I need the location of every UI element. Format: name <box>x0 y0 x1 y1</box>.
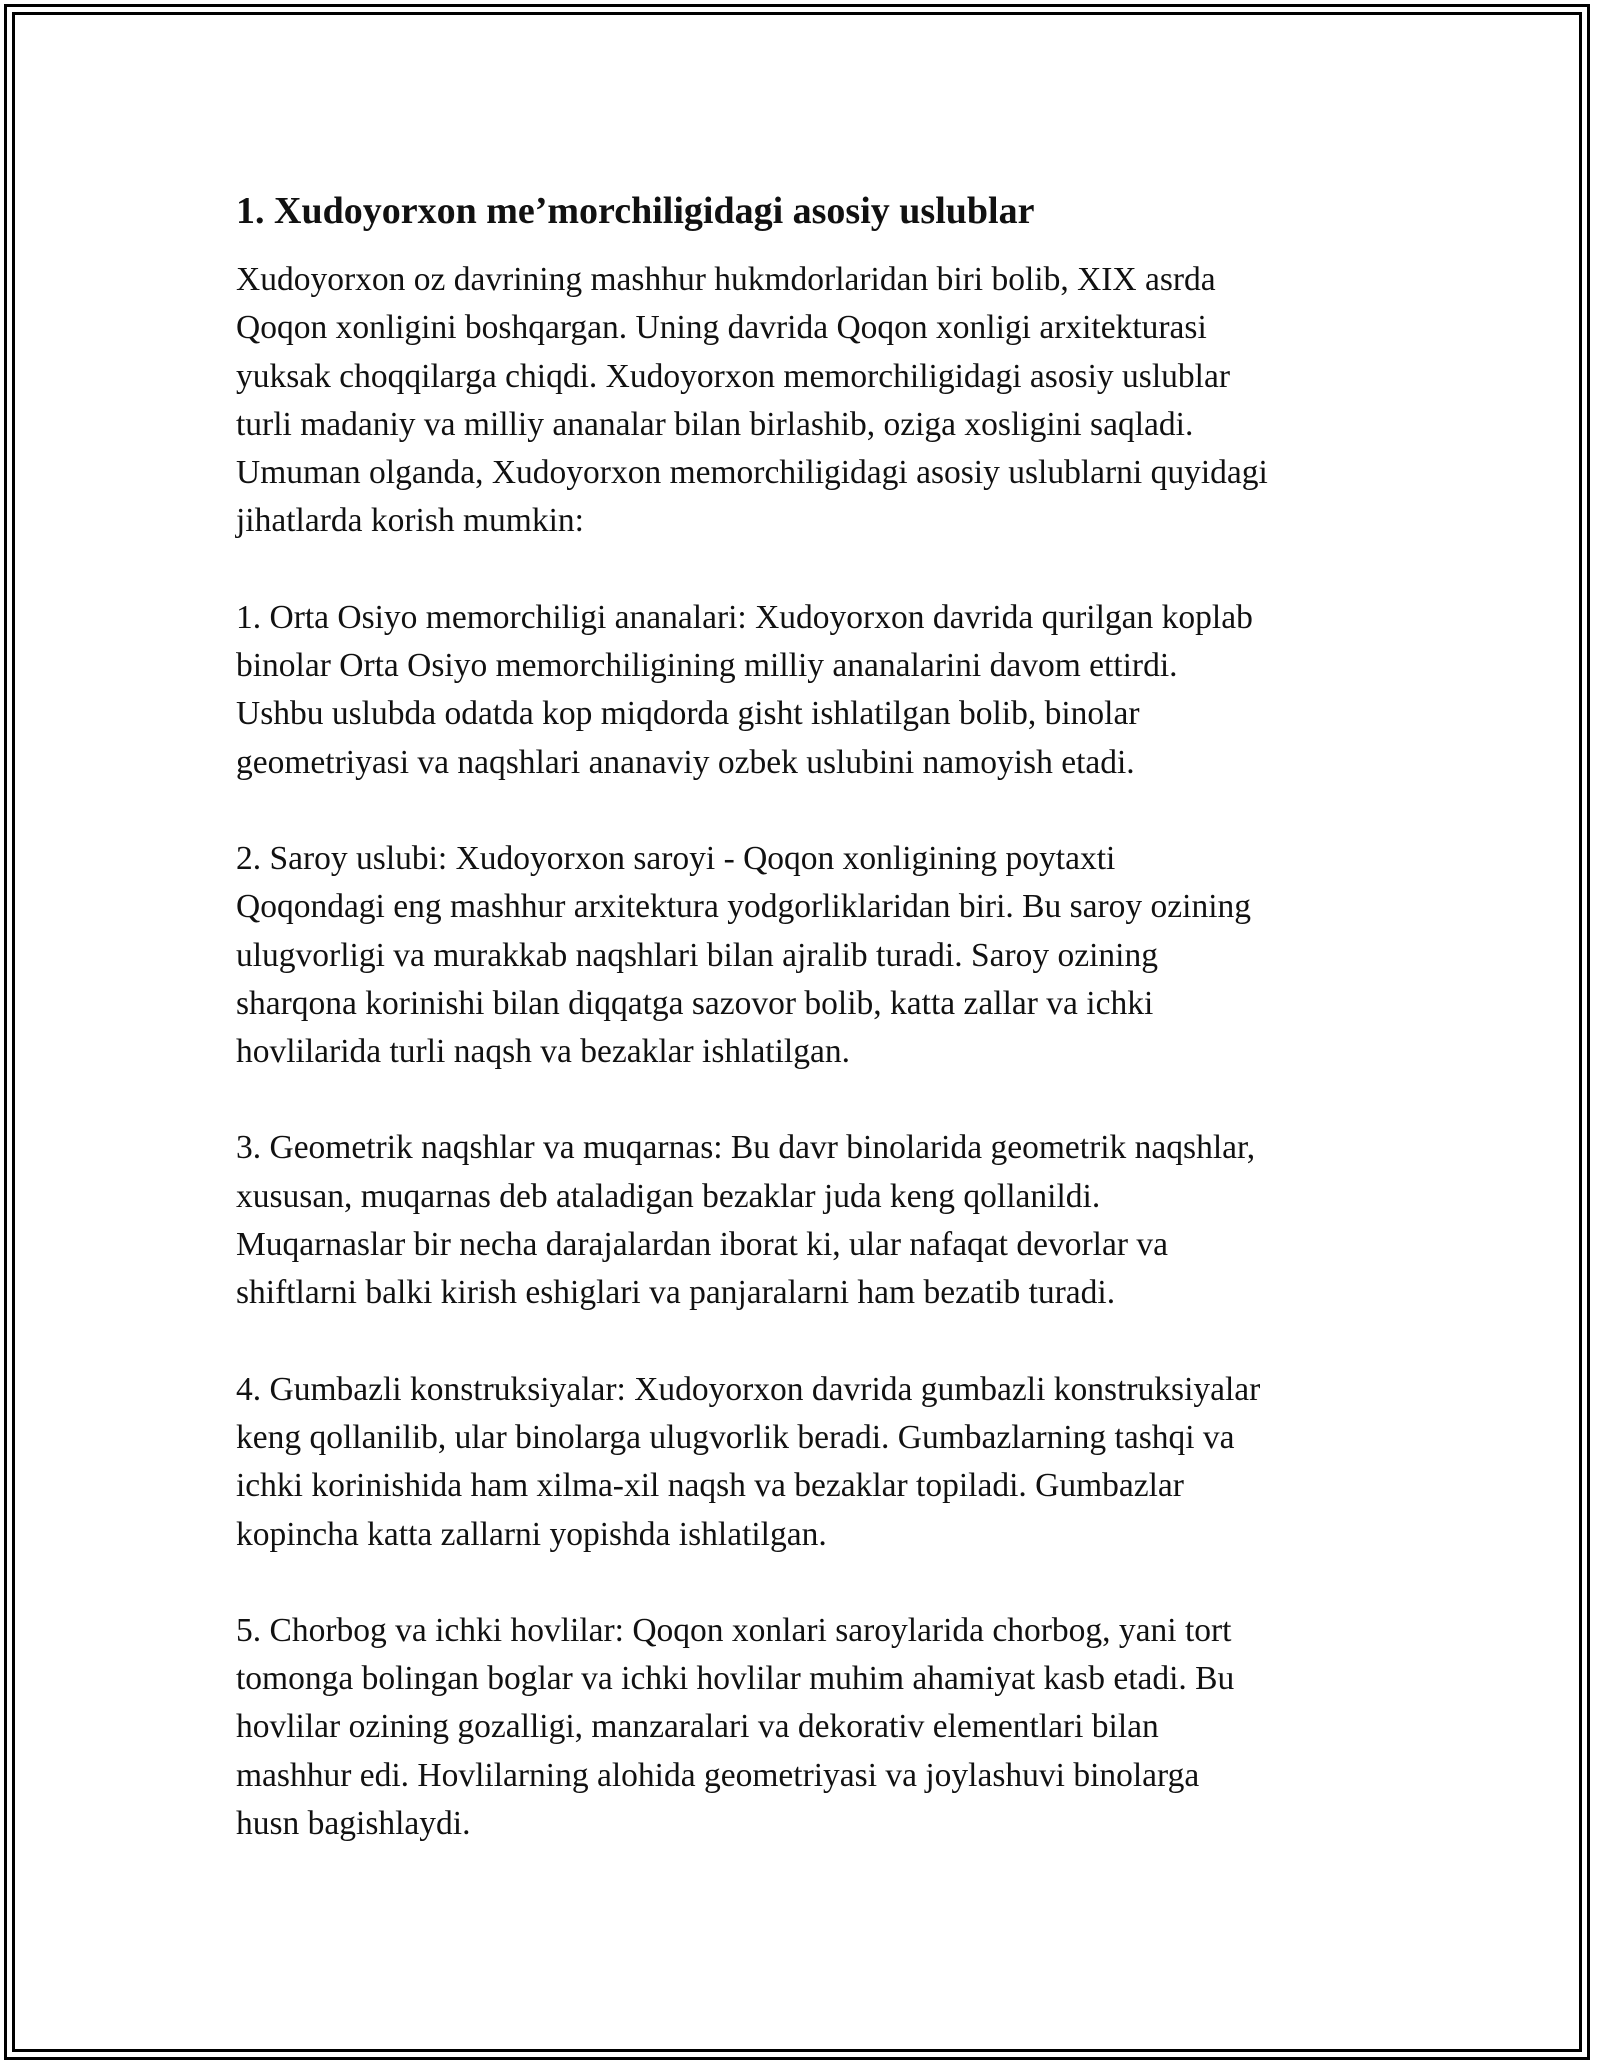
paragraph-line: 4. Gumbazli konstruksiyalar: Xudoyorxon davrida gumbazli konstruksiyalar <box>236 1370 1261 1408</box>
document-body <box>236 186 1376 1896</box>
paragraph-line: xususan, muqarnas deb ataladigan bezaklar juda keng qollanildi. <box>236 1177 1101 1215</box>
list-item-1-paragraph <box>236 594 1376 787</box>
paragraph-line: Xudoyorxon oz davrining mashhur hukmdorlaridan biri bolib, XIX asrda <box>236 261 1216 298</box>
list-item-4-paragraph <box>236 1366 1376 1559</box>
list-item-3-paragraph <box>236 1124 1376 1317</box>
paragraph-line: keng qollanilib, ular binolarga ulugvorlik beradi. Gumbazlarning tashqi va <box>236 1418 1235 1456</box>
paragraph-line: 5. Chorbog va ichki hovlilar: Qoqon xonlari saroylarida chorbog, yani tort <box>236 1611 1232 1649</box>
paragraph-line: Umuman olganda, Xudoyorxon memorchiligidagi asosiy uslublarni quyidagi <box>236 454 1268 492</box>
paragraph-line: ulugvorligi va murakkab naqshlari bilan ajralib turadi. Saroy ozining <box>236 936 1158 974</box>
paragraph-line: yuksak choqqilarga chiqdi. Xudoyorxon memorchiligidagi asosiy uslublar <box>236 357 1230 395</box>
paragraph-line: Qoqondagi eng mashhur arxitektura yodgorliklaridan biri. Bu saroy ozining <box>236 888 1252 926</box>
paragraph-line: hovlilar ozining gozalligi, manzaralari va dekorativ elementlari bilan <box>236 1708 1159 1746</box>
intro-paragraph <box>236 256 1376 546</box>
paragraph-line: ichki korinishida ham xilma-xil naqsh va bezaklar topiladi. Gumbazlar <box>236 1467 1184 1505</box>
paragraph-line: Ushbu uslubda odatda kop miqdorda gisht ishlatilgan bolib, binolar <box>236 695 1140 733</box>
paragraph-line: tomonga bolingan boglar va ichki hovlilar muhim ahamiyat kasb etadi. Bu <box>236 1660 1235 1698</box>
paragraph-line: shiftlarni balki kirish eshiglari va panjaralarni ham bezatib turadi. <box>236 1274 1116 1312</box>
paragraph-line: turli madaniy va milliy ananalar bilan birlashib, oziga xosligini saqladi. <box>236 405 1194 443</box>
paragraph-line: 3. Geometrik naqshlar va muqarnas: Bu davr binolarida geometrik naqshlar, <box>236 1129 1256 1167</box>
paragraph-line: 2. Saroy uslubi: Xudoyorxon saroyi - Qoqon xonligining poytaxti <box>236 839 1116 877</box>
paragraph-line: mashhur edi. Hovlilarning alohida geometriyasi va joylashuvi binolarga <box>236 1756 1200 1794</box>
list-item-5-paragraph <box>236 1607 1376 1848</box>
list-item-2-paragraph <box>236 835 1376 1076</box>
paragraph-line: 1. Orta Osiyo memorchiligi ananalari: Xudoyorxon davrida qurilgan koplab <box>236 598 1253 636</box>
paragraph-line: hovlilarida turli naqsh va bezaklar ishlatilgan. <box>236 1033 850 1071</box>
paragraph-line: binolar Orta Osiyo memorchiligining milliy ananalarini davom ettirdi. <box>236 647 1178 685</box>
paragraph-line: kopincha katta zallarni yopishda ishlatilgan. <box>236 1515 827 1553</box>
section-heading: 1. Xudoyorxon me’morchiligidagi asosiy uslublar <box>236 190 1035 232</box>
paragraph-line: Qoqon xonligini boshqargan. Uning davrida Qoqon xonligi arxitekturasi <box>236 309 1207 347</box>
paragraph-line: Muqarnaslar bir necha darajalardan iborat ki, ular nafaqat devorlar va <box>236 1226 1168 1264</box>
paragraph-line: sharqona korinishi bilan diqqatga sazovor bolib, katta zallar va ichki <box>236 984 1154 1022</box>
paragraph-line: jihatlarda korish mumkin: <box>236 502 584 540</box>
paragraph-line: husn bagishlaydi. <box>236 1805 471 1843</box>
paragraph-line: geometriyasi va naqshlari ananaviy ozbek uslubini namoyish etadi. <box>236 743 1135 781</box>
